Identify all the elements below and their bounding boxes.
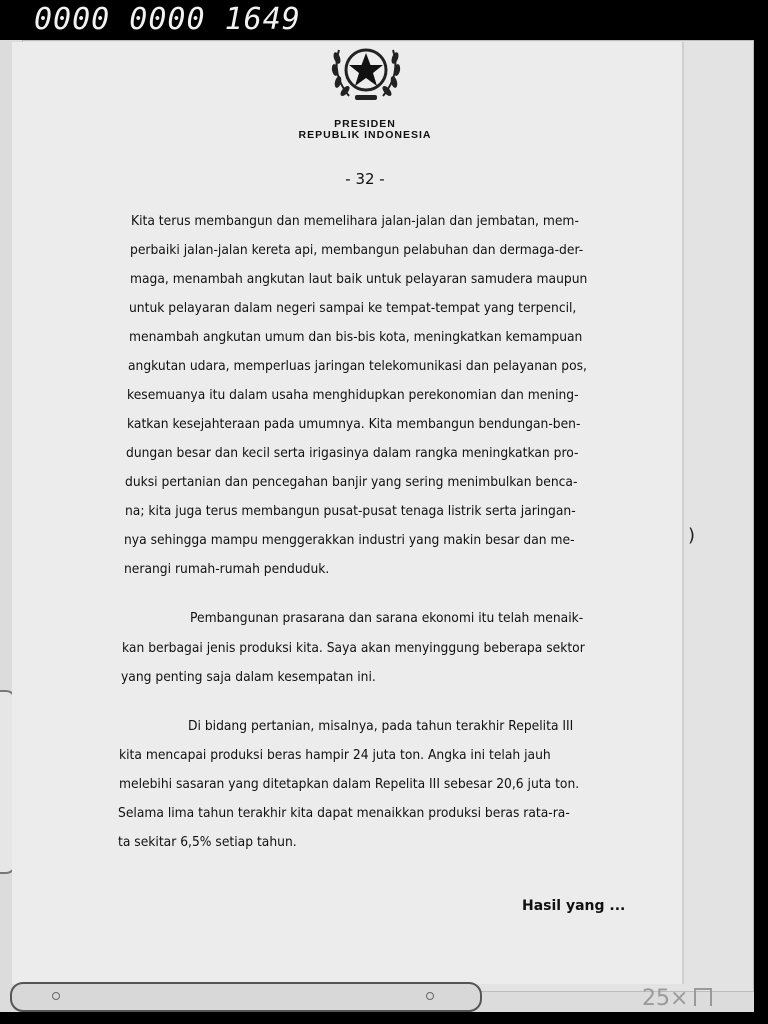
text-line: Di bidang pertanian, misalnya, pada tahun terakhir Repelita III <box>188 719 574 734</box>
letterhead-line-1: PRESIDEN <box>334 118 396 130</box>
text-line: katkan kesejahteraan pada umumnya. Kita membangun bendungan-ben- <box>127 417 581 432</box>
text-line: melebihi sasaran yang ditetapkan dalam Repelita III sebesar 20,6 juta ton. <box>119 777 580 792</box>
text-line: Pembangunan prasarana dan sarana ekonomi itu telah menaik- <box>190 611 584 626</box>
page-number: - 32 - <box>345 170 385 188</box>
edge-mark: ) <box>688 525 696 546</box>
letterhead-line-2: REPUBLIK INDONESIA <box>298 129 432 141</box>
text-line: untuk pelayaran dalam negeri sampai ke tempat-tempat yang terpencil, <box>129 301 577 316</box>
closing-catchword: Hasil yang ... <box>522 898 626 914</box>
text-line: maga, menambah angkutan laut baik untuk pelayaran samudera maupun <box>130 272 588 287</box>
frame-id: 0000 0000 1649 <box>34 2 301 37</box>
text-line: perbaiki jalan-jalan kereta api, membangun pelabuhan dan dermaga-der- <box>130 243 584 258</box>
text-line: kesemuanya itu dalam usaha menghidupkan perekonomian dan mening- <box>127 388 579 403</box>
garuda-star-seal-icon <box>325 40 407 104</box>
rail-dot <box>52 992 60 1000</box>
text-line: duksi pertanian dan pencegahan banjir yang sering menimbulkan benca- <box>125 475 578 490</box>
reduction-mark <box>642 986 712 1011</box>
rail-dot <box>426 992 434 1000</box>
text-line: dungan besar dan kecil serta irigasinya dalam rangka meningkatkan pro- <box>126 446 579 461</box>
text-line: na; kita juga terus membangun pusat-pusat tenaga listrik serta jaringan- <box>125 504 576 519</box>
scanner-rail <box>10 982 482 1012</box>
text-line: kita mencapai produksi beras hampir 24 juta ton. Angka ini telah jauh <box>119 748 551 763</box>
text-line: ta sekitar 6,5% setiap tahun. <box>118 835 297 850</box>
text-line: angkutan udara, memperluas jaringan telekomunikasi dan pelayanan pos, <box>128 359 587 374</box>
text-line: Selama lima tahun terakhir kita dapat menaikkan produksi beras rata-ra- <box>118 806 570 821</box>
film-strip-top <box>0 0 768 40</box>
text-line: nerangi rumah-rumah penduduk. <box>124 562 330 577</box>
text-line: menambah angkutan umum dan bis-bis kota, meningkatkan kemampuan <box>129 330 583 345</box>
reduction-ratio: 25× <box>642 986 689 1011</box>
text-line: yang penting saja dalam kesempatan ini. <box>121 670 376 685</box>
text-line: nya sehingga mampu menggerakkan industri yang makin besar dan me- <box>124 533 575 548</box>
text-line: Kita terus membangun dan memelihara jalan-jalan dan jembatan, mem- <box>131 214 579 229</box>
frame-box-icon <box>694 988 712 1006</box>
text-line: kan berbagai jenis produksi kita. Saya akan menyinggung beberapa sektor <box>122 641 585 656</box>
